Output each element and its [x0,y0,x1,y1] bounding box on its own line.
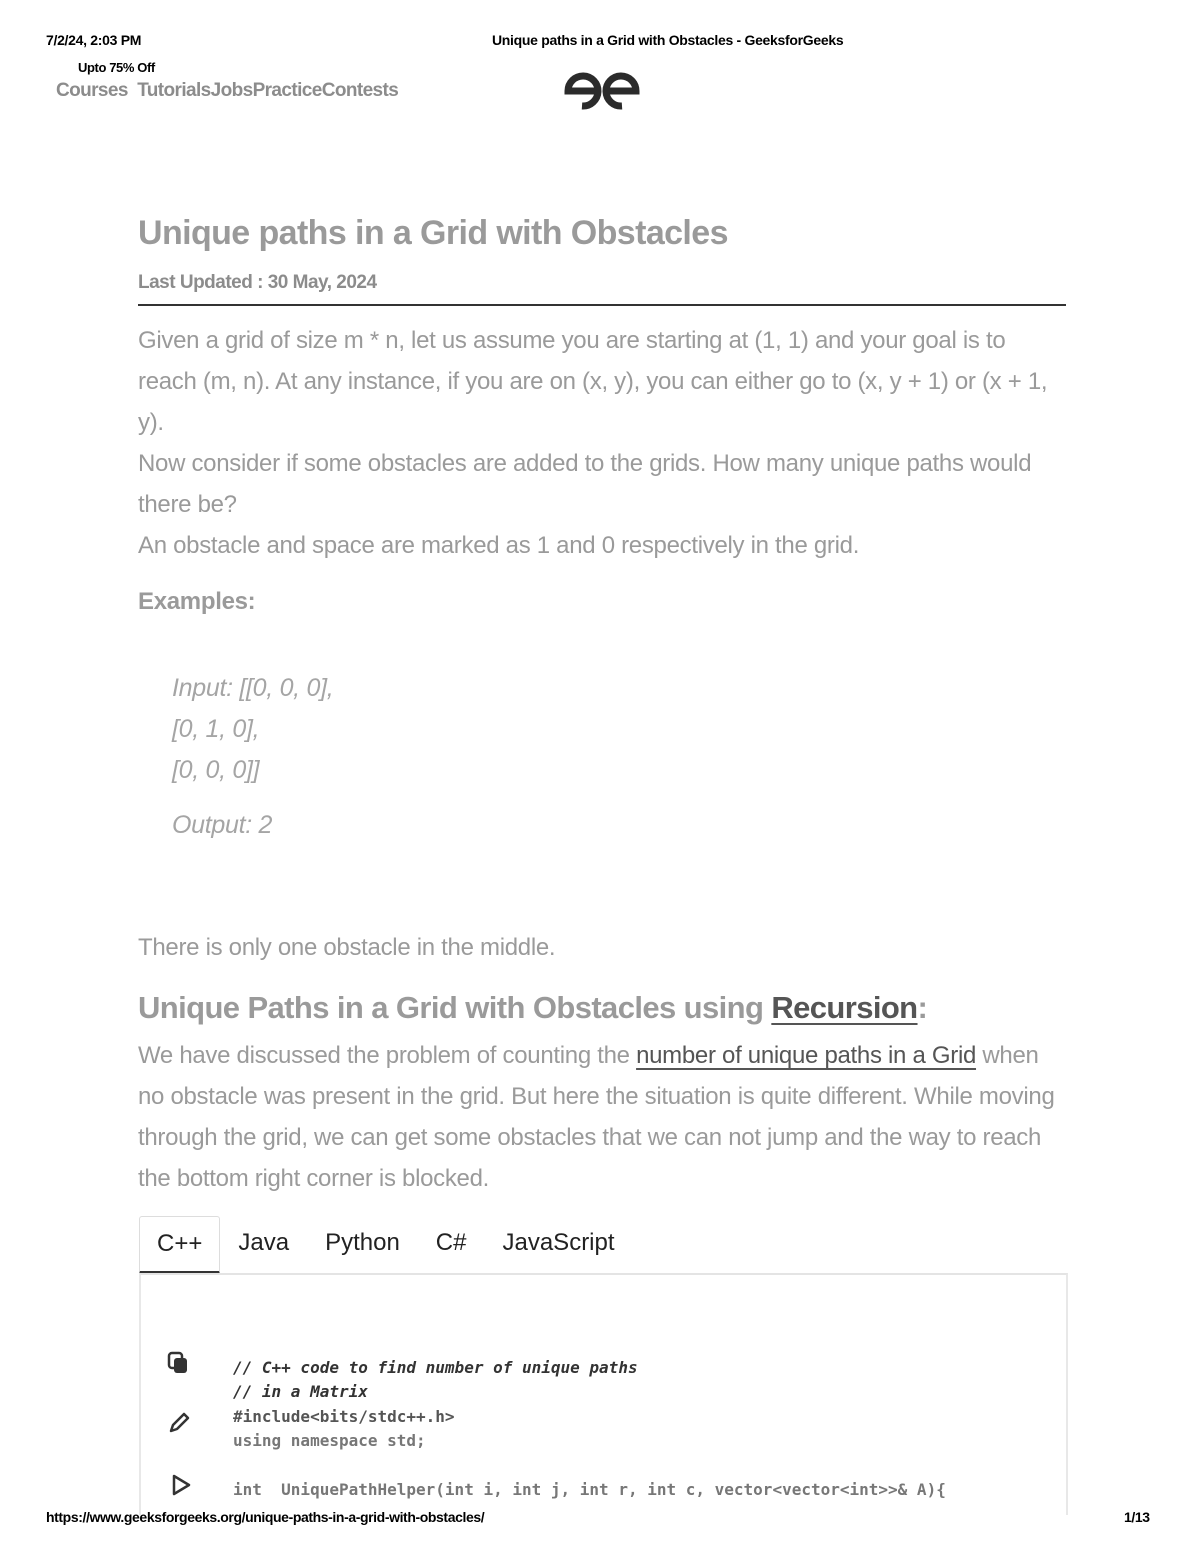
copy-icon[interactable] [166,1350,192,1376]
code-block [233,1331,946,1527]
section-text-before: We have discussed the problem of counting the [138,1042,637,1069]
print-footer-url: https://www.geeksforgeeks.org/unique-paths-in-a-grid-with-obstacles/ [46,1509,485,1525]
code-line-5 [233,1454,946,1479]
example-output: Output: 2 [172,811,273,839]
example-input-line-3: [0, 0, 0]] [172,756,260,784]
code-line-6: int UniquePathHelper(int i, int j, int r, int c, vector<vector<int>>& A){ [233,1480,946,1499]
intro-paragraph-2: Now consider if some obstacles are added to the grids. How many unique paths would there be? [138,450,1032,518]
article-title: Unique paths in a Grid with Obstacles [138,214,728,252]
nav-item-courses[interactable]: Courses [56,80,128,101]
code-line-3: #include<bits/stdc++.h> [233,1406,455,1426]
promo-banner[interactable]: Upto 75% Off [78,60,155,75]
tab-python[interactable]: Python [325,1229,400,1256]
section-paragraph [138,1035,1066,1199]
section-heading-text: Unique Paths in a Grid with Obstacles using [138,990,772,1025]
intro-paragraph-3: An obstacle and space are marked as 1 and 0 respectively in the grid. [138,532,860,559]
edit-icon[interactable] [166,1410,192,1436]
tab-cpp[interactable]: C++ [139,1216,220,1274]
nav-item-contests[interactable]: Contests [321,80,399,101]
last-updated: Last Updated : 30 May, 2024 [138,272,377,293]
section-text-after: when no obstacle was present in the grid. But here the situation is quite different. While moving through the grid, we can get some obstacles that we can not jump and the way to reach the bottom right corner is blocked. [138,1042,1055,1192]
examples-label: Examples: [138,588,256,615]
example-input-line-1: Input: [[0, 0, 0], [172,674,334,702]
intro-paragraph-1: Given a grid of size m * n, let us assume you are starting at (1, 1) and your goal is to reach (m, n). At any instance, if you are on (x, y), you can either go to (x, y + 1) or (x + 1, y). [138,327,1048,436]
section-heading [138,990,927,1026]
intro-text [138,320,1066,566]
example-explanation: There is only one obstacle in the middle. [138,934,556,961]
top-nav [56,80,398,102]
tab-csharp[interactable]: C# [435,1229,467,1256]
section-heading-colon: : [917,990,928,1025]
print-page-number: 1/13 [1124,1509,1150,1525]
geeksforgeeks-logo-icon[interactable] [562,70,642,112]
title-divider [138,304,1066,306]
nav-item-practice[interactable]: Practice [252,80,322,101]
tab-java[interactable]: Java [238,1229,290,1256]
recursion-link[interactable]: Recursion [771,990,918,1025]
nav-item-jobs[interactable]: Jobs [210,80,253,101]
example-block [172,668,333,846]
code-line-4: using namespace std; [233,1431,426,1450]
code-line-2: // in a Matrix [233,1382,368,1401]
tab-javascript[interactable]: JavaScript [502,1229,615,1256]
code-language-tabs [139,1216,633,1274]
nav-item-tutorials[interactable]: Tutorials [137,80,211,101]
run-icon[interactable] [168,1472,194,1498]
print-datetime: 7/2/24, 2:03 PM [46,32,142,48]
code-line-1: // C++ code to find number of unique paths [233,1357,638,1377]
unique-paths-grid-link[interactable]: number of unique paths in a Grid [636,1042,977,1069]
example-input-line-2: [0, 1, 0], [172,715,260,743]
print-doc-title: Unique paths in a Grid with Obstacles - GeeksforGeeks [492,32,844,48]
